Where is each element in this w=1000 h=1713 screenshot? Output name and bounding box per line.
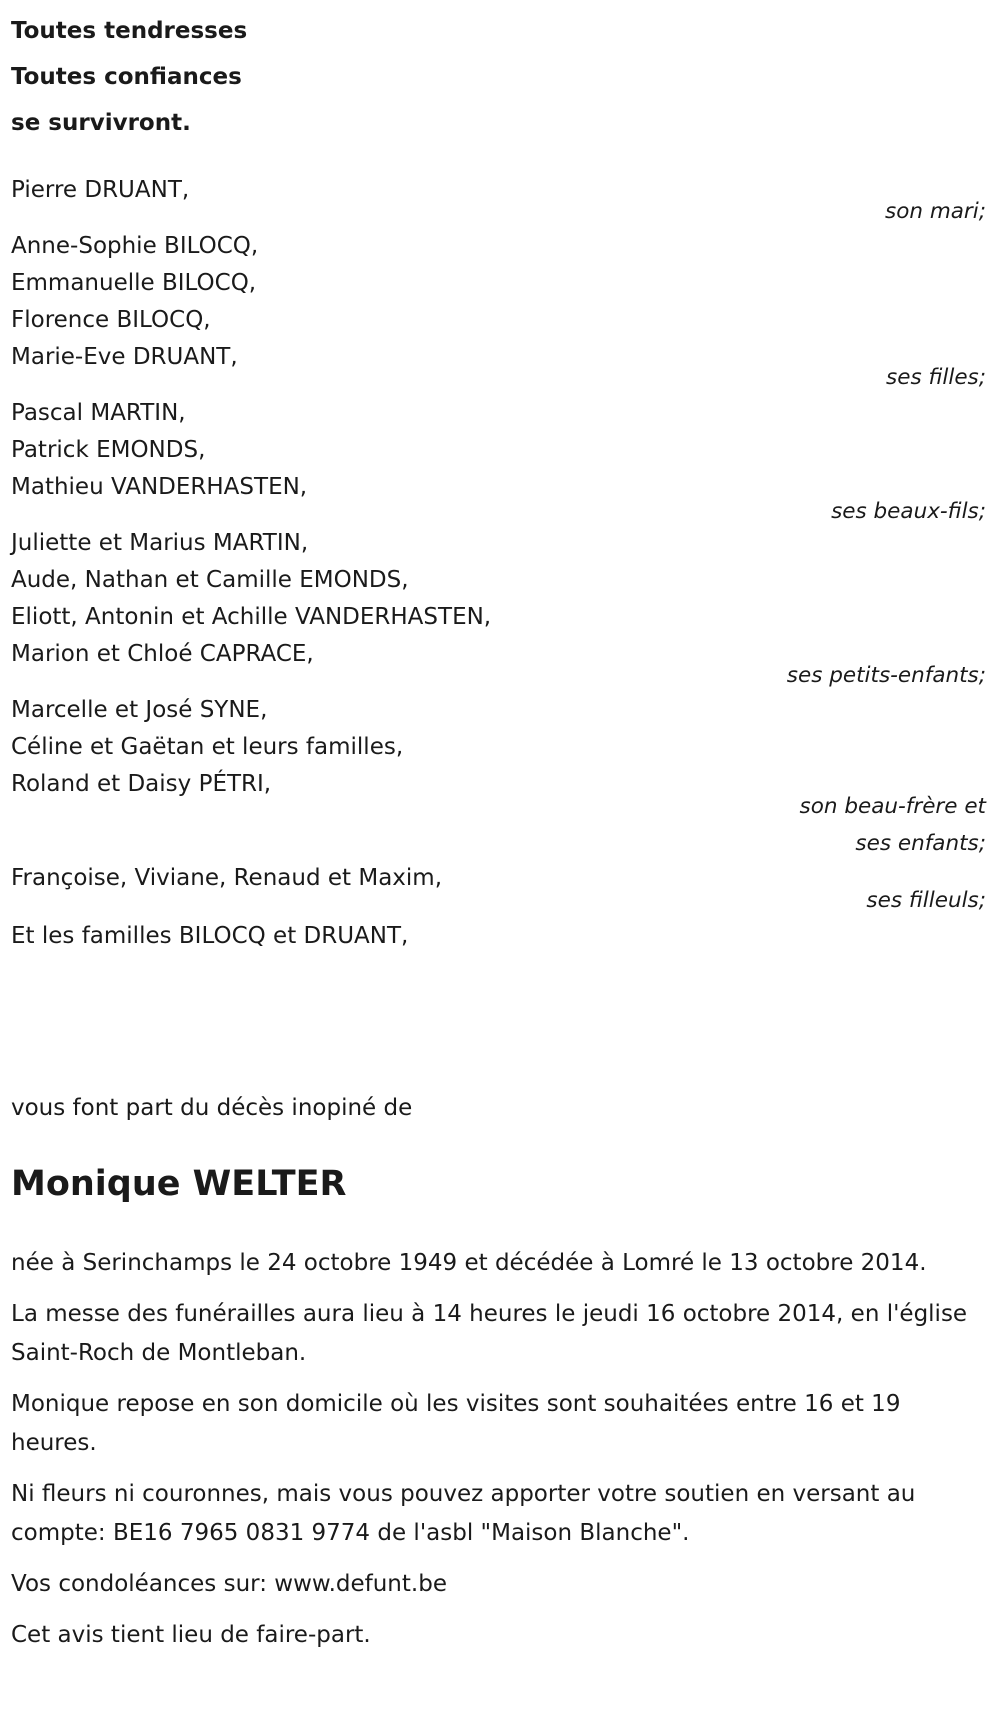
- family-name: Pascal MARTIN,: [11, 400, 186, 426]
- relation-text: ses filles;: [886, 365, 986, 390]
- family-name: Pierre DRUANT,: [11, 177, 190, 203]
- relation-text: ses filleuls;: [866, 888, 986, 913]
- family-name: Juliette et Marius MARTIN,: [11, 530, 309, 556]
- relation-text: ses beaux-fils;: [831, 499, 986, 524]
- relation-text: ses petits-enfants;: [786, 663, 986, 688]
- family-group-husband: [11, 172, 991, 230]
- family-name: Aude, Nathan et Camille EMONDS,: [11, 567, 409, 593]
- relation-text: son mari;: [885, 199, 986, 224]
- family-name: Emmanuelle BILOCQ,: [11, 270, 257, 296]
- relation-label: [787, 657, 986, 694]
- epigraph: [11, 8, 611, 146]
- family-name: Roland et Daisy PÉTRI,: [11, 771, 272, 797]
- birth-death-info: née à Serinchamps le 24 octobre 1949 et décédée à Lomré le 13 octobre 2014.: [11, 1250, 927, 1276]
- family-group-daughters: [11, 228, 991, 398]
- family-name: Céline et Gaëtan et leurs familles,: [11, 734, 404, 760]
- epigraph-line: se survivront.: [11, 110, 191, 136]
- epigraph-line: Toutes tendresses: [11, 18, 248, 44]
- relation-label: [886, 359, 986, 396]
- epigraph-line: Toutes confiances: [11, 64, 242, 90]
- family-group-godchildren: [11, 860, 991, 918]
- family-group-brother-in-law: [11, 692, 991, 862]
- family-group-grandchildren: [11, 525, 991, 695]
- relation-label: [866, 882, 986, 919]
- funeral-details: [11, 1244, 981, 1667]
- visitation-info: Monique repose en son domicile où les visites sont souhaitées entre 16 et 19 heures.: [11, 1391, 901, 1456]
- relation-label: [885, 193, 986, 230]
- family-name: Marion et Chloé CAPRACE,: [11, 641, 314, 667]
- family-name: Marie-Eve DRUANT,: [11, 344, 238, 370]
- relation-label: [800, 788, 986, 862]
- family-group-sons-in-law: [11, 395, 991, 530]
- family-name: Marcelle et José SYNE,: [11, 697, 268, 723]
- family-name: Anne-Sophie BILOCQ,: [11, 233, 259, 259]
- deceased-name: Monique WELTER: [11, 1164, 347, 1204]
- family-name: Eliott, Antonin et Achille VANDERHASTEN,: [11, 604, 492, 630]
- condolences-info: Vos condoléances sur: www.defunt.be: [11, 1571, 447, 1597]
- relation-text: son beau-frère et: [799, 794, 986, 819]
- notice-statement: Cet avis tient lieu de faire-part.: [11, 1622, 371, 1648]
- family-name: Mathieu VANDERHASTEN,: [11, 474, 308, 500]
- family-name: Florence BILOCQ,: [11, 307, 211, 333]
- family-name: Et les familles BILOCQ et DRUANT,: [11, 923, 409, 949]
- relation-text: ses enfants;: [855, 831, 986, 856]
- announcement-intro: vous font part du décès inopiné de: [11, 1095, 413, 1121]
- funeral-mass-info: La messe des funérailles aura lieu à 14 heures le jeudi 16 octobre 2014, en l'église Saint-Roch de Montleban.: [11, 1301, 968, 1366]
- family-group-families: [11, 918, 991, 955]
- family-name: Françoise, Viviane, Renaud et Maxim,: [11, 865, 443, 891]
- donation-info: Ni fleurs ni couronnes, mais vous pouvez apporter votre soutien en versant au compte: BE16 7965 0831 9774 de l'asbl "Maison Blanche".: [11, 1481, 916, 1546]
- family-name: Patrick EMONDS,: [11, 437, 206, 463]
